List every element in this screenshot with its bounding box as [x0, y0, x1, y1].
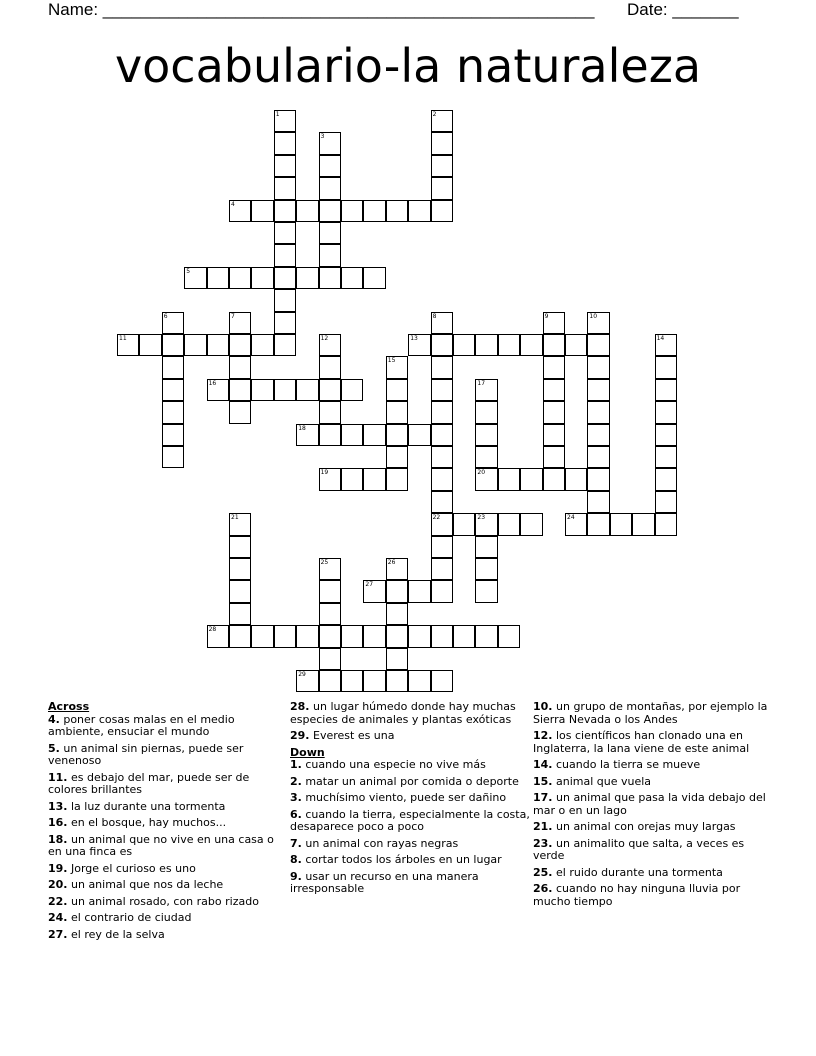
clue-item — [533, 792, 773, 817]
crossword-cell[interactable] — [363, 424, 385, 446]
clue-item — [290, 701, 530, 726]
crossword-cell[interactable] — [319, 670, 341, 692]
clue-text: los científicos han clonado una en Inglaterra, la lana viene de este animal — [533, 729, 750, 755]
crossword-cell[interactable] — [431, 670, 453, 692]
clue-number: 9 — [544, 312, 549, 320]
crossword-cell[interactable] — [341, 670, 363, 692]
clue-number-label: 16. — [48, 816, 68, 829]
crossword-cell[interactable] — [543, 379, 565, 401]
crossword-cell[interactable] — [475, 580, 497, 602]
clue-text: la luz durante una tormenta — [71, 799, 226, 813]
crossword-cell[interactable] — [319, 379, 341, 401]
crossword-cell[interactable] — [319, 603, 341, 625]
crossword-cell[interactable] — [587, 401, 609, 423]
clue-number-label: 11. — [48, 770, 68, 784]
crossword-cell[interactable] — [274, 312, 296, 334]
clue-number-label: 9. — [290, 869, 302, 883]
clue-number: 29 — [298, 671, 306, 678]
clue-text: cuando una especie no vive más — [305, 758, 486, 771]
crossword-cell[interactable] — [229, 536, 251, 558]
clue-number: 16 — [208, 379, 217, 387]
clue-item — [533, 759, 773, 772]
crossword-cell[interactable] — [363, 267, 385, 289]
crossword-cell[interactable] — [610, 513, 632, 535]
crossword-cell[interactable] — [162, 334, 184, 356]
crossword-cell[interactable] — [319, 155, 341, 177]
clue-number: 8 — [432, 312, 437, 320]
clue-text: un animal sin piernas, puede ser venenoso — [48, 741, 244, 767]
crossword-cell[interactable] — [431, 356, 453, 378]
crossword-cell[interactable] — [386, 446, 408, 468]
crossword-cell[interactable] — [341, 267, 363, 289]
clue-text: en el bosque, hay muchos... — [71, 816, 227, 829]
clue-number: 6 — [163, 312, 168, 320]
crossword-cell[interactable] — [475, 558, 497, 580]
crossword-cell[interactable] — [184, 334, 206, 356]
crossword-cell[interactable] — [408, 625, 430, 647]
clue-number: 5 — [186, 267, 191, 275]
clue-number: 25 — [320, 559, 329, 566]
clue-text: cuando la tierra, especialmente la costa, desaparece poco a poco — [290, 807, 530, 833]
crossword-cell[interactable] — [229, 625, 251, 647]
clue-text: cortar todos los árboles en un lugar — [305, 853, 502, 866]
clue-number: 14 — [656, 335, 665, 342]
clue-text: muchísimo viento, puede ser dañino — [305, 791, 507, 804]
crossword-cell[interactable] — [587, 513, 609, 535]
crossword-cell[interactable] — [543, 446, 565, 468]
clue-number-label: 27. — [48, 927, 68, 941]
crossword-cell[interactable] — [543, 468, 565, 490]
clue-number: 11 — [119, 335, 127, 342]
crossword-cell[interactable] — [251, 625, 273, 647]
clue-number-label: 23. — [533, 836, 553, 850]
crossword-cell[interactable] — [386, 379, 408, 401]
name-field-label: Name: ____________________________________________________ — [48, 0, 595, 19]
crossword-cell[interactable] — [319, 222, 341, 244]
crossword-cell[interactable] — [274, 244, 296, 266]
clue-number-label: 25. — [533, 865, 553, 879]
clue-number: 12 — [320, 335, 329, 342]
crossword-cell[interactable] — [229, 334, 251, 356]
clue-number-label: 3. — [290, 791, 302, 804]
crossword-cell[interactable] — [386, 200, 408, 222]
crossword-cell[interactable] — [587, 334, 609, 356]
clue-text: es debajo del mar, puede ser de colores brillantes — [48, 770, 250, 796]
crossword-cell[interactable] — [207, 334, 229, 356]
clue-item — [533, 883, 773, 908]
clue-number: 2 — [432, 111, 437, 118]
crossword-cell[interactable] — [341, 625, 363, 647]
crossword-cell[interactable] — [431, 580, 453, 602]
crossword-cell[interactable] — [139, 334, 161, 356]
crossword-cell[interactable] — [386, 401, 408, 423]
clue-number: 4 — [231, 200, 235, 208]
crossword-cell[interactable] — [655, 379, 677, 401]
crossword-cell[interactable] — [498, 513, 520, 535]
clue-number: 19 — [320, 469, 329, 477]
clue-text: poner cosas malas en el medio ambiente, ensuciar el mundo — [48, 712, 235, 738]
crossword-cell[interactable] — [475, 401, 497, 423]
crossword-cell[interactable] — [431, 379, 453, 401]
crossword-cell[interactable] — [386, 648, 408, 670]
crossword-cell[interactable] — [498, 468, 520, 490]
crossword-cell[interactable] — [319, 401, 341, 423]
crossword-cell[interactable] — [520, 468, 542, 490]
crossword-cell[interactable] — [341, 200, 363, 222]
crossword-cell[interactable] — [341, 379, 363, 401]
clue-item — [48, 801, 288, 814]
crossword-cell[interactable] — [319, 177, 341, 199]
crossword-cell[interactable] — [453, 334, 475, 356]
clue-item — [48, 714, 288, 739]
crossword-cell[interactable] — [655, 401, 677, 423]
crossword-cell[interactable] — [319, 580, 341, 602]
clue-number-label: 17. — [533, 791, 553, 804]
crossword-cell[interactable] — [274, 625, 296, 647]
clue-item — [533, 838, 773, 863]
crossword-cell[interactable] — [655, 468, 677, 490]
crossword-cell[interactable] — [587, 356, 609, 378]
clue-number: 15 — [387, 357, 396, 365]
section-heading: Down — [290, 745, 325, 759]
clue-column-1 — [48, 701, 288, 945]
clue-item — [533, 867, 773, 880]
clue-number: 3 — [320, 133, 325, 141]
crossword-cell[interactable] — [431, 558, 453, 580]
crossword-cell[interactable] — [274, 132, 296, 154]
clue-text: un animalito que salta, a veces es verde — [533, 836, 745, 862]
clue-number-label: 10. — [533, 700, 553, 713]
crossword-cell[interactable] — [453, 513, 475, 535]
crossword-cell[interactable] — [251, 334, 273, 356]
crossword-cell[interactable] — [475, 625, 497, 647]
crossword-cell[interactable] — [386, 625, 408, 647]
crossword-cell[interactable] — [587, 468, 609, 490]
crossword-cell[interactable] — [296, 267, 318, 289]
crossword-cell[interactable] — [251, 379, 273, 401]
clue-number-label: 22. — [48, 894, 68, 908]
section-heading: Across — [48, 700, 90, 713]
crossword-cell[interactable] — [319, 648, 341, 670]
crossword-cell[interactable] — [319, 200, 341, 222]
crossword-cell[interactable] — [251, 267, 273, 289]
clue-text: un animal que no vive en una casa o en una finca es — [48, 832, 274, 858]
clue-text: un animal que nos da leche — [71, 878, 224, 891]
crossword-cell[interactable] — [431, 424, 453, 446]
crossword-cell[interactable] — [229, 267, 251, 289]
crossword-cell[interactable] — [475, 536, 497, 558]
crossword-cell[interactable] — [587, 424, 609, 446]
clue-item — [533, 821, 773, 834]
crossword-cell[interactable] — [274, 334, 296, 356]
crossword-cell[interactable] — [296, 625, 318, 647]
crossword-cell[interactable] — [229, 379, 251, 401]
crossword-cell[interactable] — [587, 379, 609, 401]
clue-text: usar un recurso en una manera irresponsable — [290, 869, 479, 895]
crossword-cell[interactable] — [655, 513, 677, 535]
crossword-cell[interactable] — [319, 424, 341, 446]
clue-item — [290, 871, 530, 896]
crossword-cell[interactable] — [431, 401, 453, 423]
clue-number: 20 — [477, 469, 486, 477]
date-field-label: Date: _______ — [627, 0, 739, 19]
clue-item — [48, 817, 288, 830]
clue-item — [48, 912, 288, 925]
crossword-cell[interactable] — [632, 513, 654, 535]
crossword-cell[interactable] — [251, 200, 273, 222]
crossword-cell[interactable] — [229, 558, 251, 580]
crossword-cell[interactable] — [453, 625, 475, 647]
clue-item — [290, 792, 530, 805]
crossword-cell[interactable] — [408, 580, 430, 602]
clue-item — [290, 838, 530, 851]
crossword-cell[interactable] — [655, 424, 677, 446]
crossword-cell[interactable] — [431, 491, 453, 513]
crossword-cell[interactable] — [386, 424, 408, 446]
crossword-cell[interactable] — [274, 267, 296, 289]
clue-number-label: 18. — [48, 832, 68, 846]
crossword-cell[interactable] — [431, 200, 453, 222]
crossword-cell[interactable] — [587, 446, 609, 468]
clue-item — [48, 929, 288, 942]
crossword-cell[interactable] — [274, 289, 296, 311]
clue-text: cuando no hay ninguna lluvia por mucho tiempo — [533, 882, 741, 908]
clue-text: el contrario de ciudad — [71, 911, 192, 924]
clue-item — [533, 730, 773, 755]
clue-text: un animal con rayas negras — [305, 836, 459, 850]
crossword-cell[interactable] — [386, 580, 408, 602]
crossword-cell[interactable] — [319, 625, 341, 647]
clue-text: el rey de la selva — [71, 927, 165, 941]
clue-text: cuando la tierra se mueve — [556, 758, 701, 771]
clue-number-label: 20. — [48, 878, 68, 891]
clue-item — [290, 730, 530, 743]
clue-number-label: 8. — [290, 853, 302, 866]
clue-number: 27 — [365, 581, 374, 589]
crossword-cell[interactable] — [341, 424, 363, 446]
clue-item — [290, 776, 530, 789]
clue-number-label: 5. — [48, 741, 60, 755]
clue-item — [290, 759, 530, 772]
crossword-cell[interactable] — [475, 424, 497, 446]
clue-number: 22 — [432, 514, 441, 522]
crossword-cell[interactable] — [587, 491, 609, 513]
crossword-cell[interactable] — [162, 379, 184, 401]
clue-number: 21 — [231, 514, 239, 522]
crossword-cell[interactable] — [229, 356, 251, 378]
crossword-cell[interactable] — [520, 513, 542, 535]
crossword-cell[interactable] — [207, 267, 229, 289]
clue-text: un grupo de montañas, por ejemplo la Sierra Nevada o los Andes — [533, 700, 768, 726]
crossword-cell[interactable] — [274, 379, 296, 401]
crossword-cell[interactable] — [386, 670, 408, 692]
clue-number: 28 — [208, 626, 217, 634]
clue-item — [290, 854, 530, 867]
clue-item — [48, 879, 288, 892]
clue-number: 26 — [387, 559, 396, 566]
crossword-cell[interactable] — [431, 155, 453, 177]
crossword-cell[interactable] — [520, 334, 542, 356]
crossword-cell[interactable] — [341, 468, 363, 490]
crossword-cell[interactable] — [543, 424, 565, 446]
clue-item — [533, 776, 773, 789]
crossword-cell[interactable] — [296, 379, 318, 401]
clue-item — [48, 743, 288, 768]
page-title: vocabulario-la naturaleza — [114, 39, 702, 93]
crossword-cell[interactable] — [408, 424, 430, 446]
clue-number: 1 — [275, 111, 280, 118]
clue-number: 13 — [410, 335, 418, 342]
clue-number-label: 7. — [290, 836, 302, 850]
clue-column-2 — [290, 701, 530, 900]
clue-number-label: 21. — [533, 820, 553, 833]
crossword-cell[interactable] — [296, 200, 318, 222]
clue-text: Jorge el curioso es uno — [71, 861, 196, 875]
crossword-cell[interactable] — [229, 580, 251, 602]
crossword-cell[interactable] — [363, 200, 385, 222]
crossword-cell[interactable] — [475, 334, 497, 356]
crossword-cell[interactable] — [319, 244, 341, 266]
clue-text: animal que vuela — [556, 774, 652, 788]
crossword-cell[interactable] — [363, 670, 385, 692]
crossword-cell[interactable] — [431, 625, 453, 647]
crossword-cell[interactable] — [386, 468, 408, 490]
crossword-cell[interactable] — [162, 356, 184, 378]
clue-item — [48, 772, 288, 797]
crossword-cell[interactable] — [229, 603, 251, 625]
clue-number-label: 14. — [533, 758, 553, 771]
clue-number-label: 6. — [290, 807, 302, 821]
crossword-cell[interactable] — [475, 446, 497, 468]
clue-text: un lugar húmedo donde hay muchas especies de animales y plantas exóticas — [290, 700, 516, 726]
clue-number: 24 — [567, 514, 575, 522]
clue-number: 18 — [298, 424, 306, 432]
crossword-cell[interactable] — [565, 468, 587, 490]
crossword-cell[interactable] — [498, 625, 520, 647]
clue-number-label: 1. — [290, 758, 302, 771]
clue-number: 23 — [477, 514, 486, 522]
crossword-cell[interactable] — [498, 334, 520, 356]
crossword-cell[interactable] — [431, 334, 453, 356]
crossword-cell[interactable] — [162, 446, 184, 468]
clue-text: el ruido durante una tormenta — [556, 865, 723, 879]
clue-text: un animal que pasa la vida debajo del mar o en un lago — [533, 791, 766, 817]
clue-number-label: 2. — [290, 774, 302, 788]
crossword-cell[interactable] — [386, 603, 408, 625]
clue-column-3 — [533, 701, 773, 912]
crossword-cell[interactable] — [274, 177, 296, 199]
clue-text: un animal rosado, con rabo rizado — [71, 894, 259, 908]
clue-text: matar un animal por comida o deporte — [305, 774, 519, 788]
crossword-cell[interactable] — [543, 334, 565, 356]
crossword-cell[interactable] — [543, 401, 565, 423]
clue-text: un animal con orejas muy largas — [556, 820, 736, 833]
clue-number-label: 15. — [533, 774, 553, 788]
crossword-cell[interactable] — [363, 468, 385, 490]
clue-number-label: 29. — [290, 729, 310, 742]
crossword-cell[interactable] — [431, 536, 453, 558]
crossword-cell[interactable] — [655, 356, 677, 378]
clue-item — [533, 701, 773, 726]
crossword-cell[interactable] — [431, 177, 453, 199]
crossword-cell[interactable] — [408, 670, 430, 692]
crossword-cell[interactable] — [274, 222, 296, 244]
clue-number: 10 — [589, 312, 598, 320]
clue-number: 7 — [231, 312, 235, 320]
crossword-cell[interactable] — [543, 356, 565, 378]
clue-text: Everest es una — [313, 729, 395, 742]
clue-number-label: 26. — [533, 882, 553, 895]
crossword-cell[interactable] — [319, 267, 341, 289]
crossword-cell[interactable] — [431, 468, 453, 490]
clue-number-label: 19. — [48, 861, 68, 875]
crossword-cell[interactable] — [162, 424, 184, 446]
clue-item — [48, 863, 288, 876]
crossword-cell[interactable] — [565, 334, 587, 356]
clue-number-label: 4. — [48, 712, 60, 726]
crossword-cell[interactable] — [408, 200, 430, 222]
crossword-cell[interactable] — [431, 132, 453, 154]
clue-item — [290, 809, 530, 834]
clue-number-label: 12. — [533, 729, 553, 742]
clue-item — [48, 834, 288, 859]
crossword-cell[interactable] — [274, 200, 296, 222]
clue-number-label: 28. — [290, 700, 310, 713]
crossword-cell[interactable] — [319, 356, 341, 378]
clue-number-label: 13. — [48, 799, 68, 813]
crossword-cell[interactable] — [431, 446, 453, 468]
clue-number: 17 — [477, 379, 486, 387]
clue-item — [48, 896, 288, 909]
crossword-cell[interactable] — [274, 155, 296, 177]
crossword-cell[interactable] — [655, 446, 677, 468]
crossword-cell[interactable] — [229, 401, 251, 423]
crossword-cell[interactable] — [363, 625, 385, 647]
crossword-cell[interactable] — [162, 401, 184, 423]
clue-number-label: 24. — [48, 911, 68, 924]
crossword-cell[interactable] — [655, 491, 677, 513]
